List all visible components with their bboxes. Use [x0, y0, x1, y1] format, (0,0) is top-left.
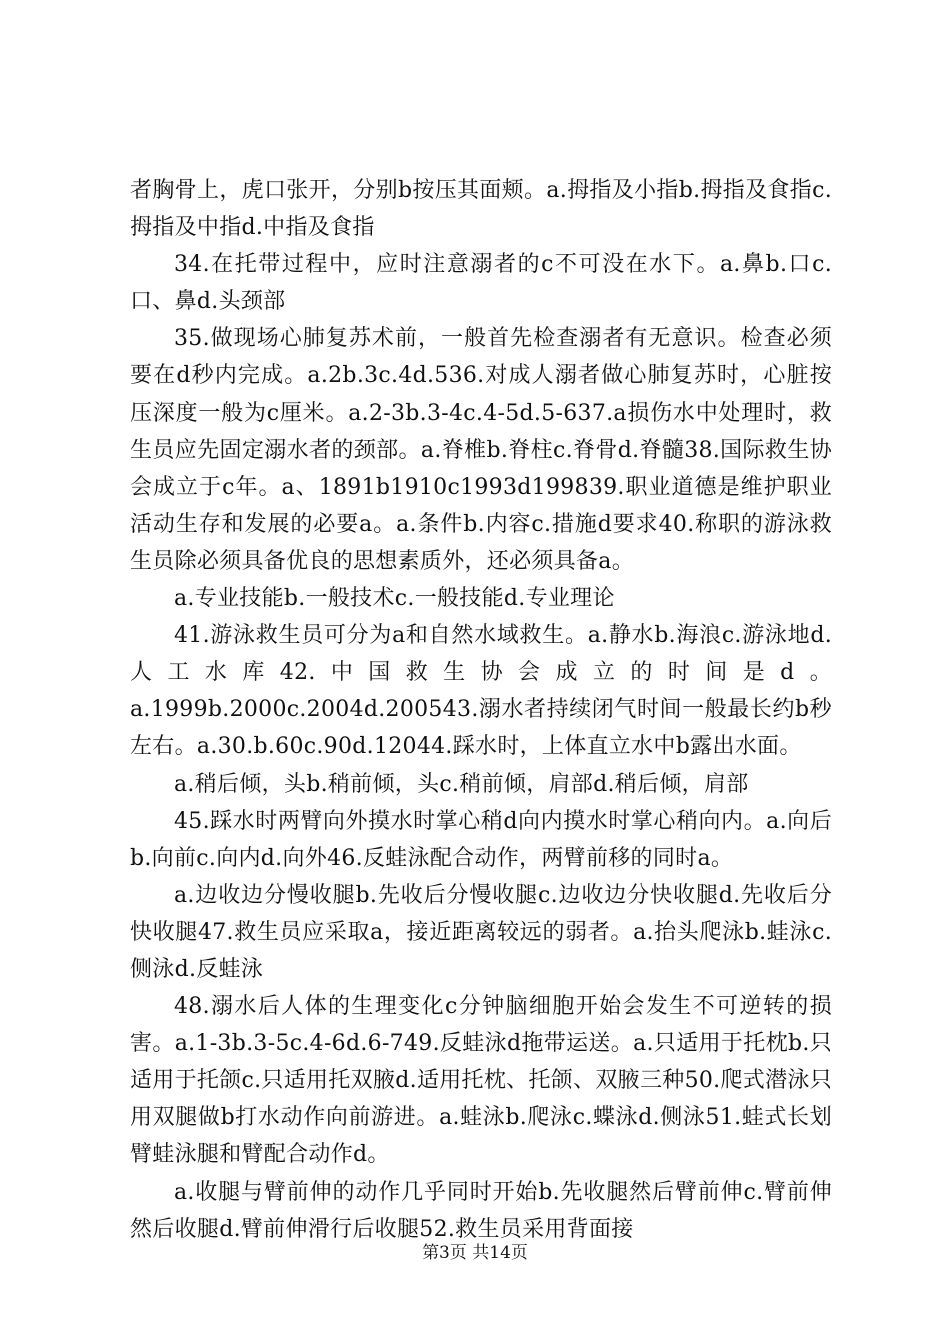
paragraph-5: 41.游泳救生员可分为a和自然水域救生。a.静水b.海浪c.游泳地d.人工水库42.中国救生协会成立的时间是d。a.1999b.2000c.2004d.200543.溺水者持续闭气时间一般最长约b秒左右。a.30.b.60c.90d.12044.踩水时，上体直立水中b露出水面。	[130, 623, 832, 760]
page-number-footer: 第3页 共14页	[422, 1243, 528, 1263]
paragraph-7: 45.踩水时两臂向外摸水时掌心稍d向内摸水时掌心稍向内。a.向后b.向前c.向内d.向外46.反蛙泳配合动作，两臂前移的同时a。	[130, 808, 832, 871]
paragraph-9: 48.溺水后人体的生理变化c分钟脑细胞开始会发生不可逆转的损害。a.1-3b.3-5c.4-6d.6-749.反蛙泳d拖带运送。a.只适用于托枕b.只适用于托颌c.只适用托双腋d.适用托枕、托颌、双腋三种50.爬式潜泳只用双腿做b打水动作向前游进。a.蛙泳b.爬泳c.蝶泳d.侧泳51.蛙式长划臂蛙泳腿和臂配合动作d。	[130, 994, 832, 1168]
paragraph-10: a.收腿与臂前伸的动作几乎同时开始b.先收腿然后臂前伸c.臂前伸然后收腿d.臂前伸滑行后收腿52.救生员采用背面接	[130, 1179, 832, 1242]
paragraph-2: 34.在托带过程中，应时注意溺者的c不可没在水下。a.鼻b.口c.口、鼻d.头颈部	[130, 252, 832, 315]
paragraph-8: a.边收边分慢收腿b.先收后分慢收腿c.边收边分快收腿d.先收后分快收腿47.救生员应采取a，接近距离较远的弱者。a.抬头爬泳b.蛙泳c.侧泳d.反蛙泳	[130, 882, 832, 982]
document-body	[130, 172, 832, 1248]
paragraph-3: 35.做现场心肺复苏术前，一般首先检查溺者有无意识。检查必须要在d秒内完成。a.2b.3c.4d.536.对成人溺者做心肺复苏时，心脏按压深度一般为c厘米。a.2-3b.3-4c.4-5d.5-637.a损伤水中处理时，救生员应先固定溺水者的颈部。a.脊椎b.脊柱c.脊骨d.脊髓38.国际救生协会成立于c年。a、1891b1910c1993d199839.职业道德是维护职业活动生存和发展的必要a。a.条件b.内容c.措施d要求40.称职的游泳救生员除必须具备优良的思想素质外，还必须具备a。	[130, 326, 832, 574]
paragraph-6: a.稍后倾，头b.稍前倾，头c.稍前倾，肩部d.稍后倾，肩部	[174, 771, 749, 797]
paragraph-4: a.专业技能b.一般技术c.一般技能d.专业理论	[174, 586, 615, 612]
paragraph-1: 者胸骨上，虎口张开，分别b按压其面颊。a.拇指及小指b.拇指及食指c.拇指及中指d.中指及食指	[130, 178, 832, 241]
